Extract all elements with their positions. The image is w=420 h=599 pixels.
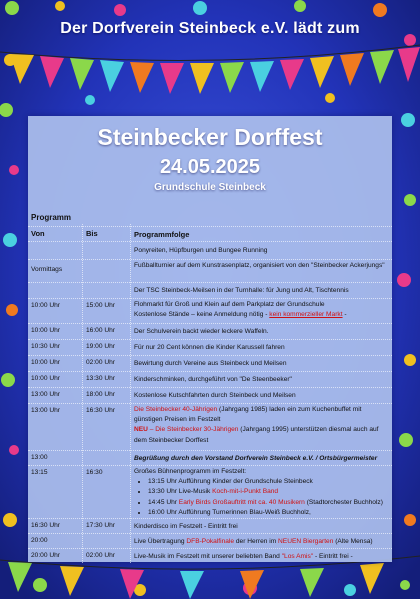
- table-row: Vormittags Fußballturnier auf dem Kunstrasenplatz, organisiert von den "Steinbecker Ackerjungs": [28, 259, 392, 282]
- column-header-to: Bis: [86, 229, 98, 238]
- table-row: 13:00 Uhr 16:30 Uhr Die Steinbecker 40-Jährigen (Jahrgang 1985) laden ein zum Kuchenbuffet mit günstigen Preisen im Festzelt NEU – Die Steinbecker 30-Jährigen (Jahrgang 1995) unterstützen diesmal auch auf dem Steinbecker Dorffest: [28, 403, 392, 450]
- table-row: 10:00 Uhr 13:30 Uhr Kinderschminken, durchgeführt von "De Steenbeeker": [28, 371, 392, 387]
- table-row: Der TSC Steinbeck-Meilsen in der Turnhalle: für Jung und Alt, Tischtennis: [28, 282, 392, 298]
- table-row: 13:00 Begrüßung durch den Vorstand Dorfverein Steinbeck e.V. / Ortsbürgermeister: [28, 450, 392, 465]
- list-item: • 13:15 Uhr Aufführung Kinder der Grundschule Steinbeck: [148, 477, 388, 487]
- program-panel: [28, 116, 392, 562]
- table-row: 20:00 Live Übertragung DFB-Pokalfinale der Herren im NEUEN Biergarten (Alte Mensa): [28, 533, 392, 548]
- event-venue: Grundschule Steinbeck: [154, 182, 266, 193]
- stage-program-list: [134, 477, 388, 518]
- list-item: • 13:30 Uhr Live-Musik Koch-mit-i-Punkt Band: [148, 487, 388, 497]
- table-row: 10:00 Uhr 02:00 Uhr Bewirtung durch Vereine aus Steinbeck und Meilsen: [28, 355, 392, 371]
- program-table: [28, 210, 392, 563]
- table-row: 10:00 Uhr 15:00 Uhr Flohmarkt für Groß und Klein auf dem Parkplatz der Grundschule Kostenlose Stände – keine Anmeldung nötig - kein kommerzieller Markt -: [28, 298, 392, 323]
- table-row: Ponyreiten, Hüpfburgen und Bungee Running: [28, 241, 392, 259]
- table-row: 10:00 Uhr 16:00 Uhr Der Schulverein backt wieder leckere Waffeln.: [28, 323, 392, 339]
- column-header-sequence: Programmfolge: [134, 230, 190, 239]
- table-row: 13:00 Uhr 18:00 Uhr Kostenlose Kutschfahrten durch Steinbeck und Meilsen: [28, 387, 392, 403]
- non-commercial-note: kein kommerzieller Markt: [269, 311, 343, 319]
- table-row: 20:00 Uhr 02:00 Uhr Live-Musik im Festzelt mit unserer beliebten Band "Los Amis" - Eintritt frei -: [28, 548, 392, 563]
- column-header-from: Von: [31, 229, 45, 238]
- event-date: 24.05.2025: [159, 156, 261, 178]
- table-row: 13:15 16:30 Großes Bühnenprogramm im Festzelt: • 13:15 Uhr Aufführung Kinder der Grundschule Steinbeck • 13:30 Uhr Live-Musik Koch-mit-i-Punkt Band • 14:45 Uhr Early Birds Großauftritt mit ca. 40 Musikern (Stadtorchester Buchholz) • 16:00 Uhr Aufführung Turnerinnen Blau-Weiß Buchholz,: [28, 465, 392, 518]
- event-title: Steinbecker Dorffest: [97, 124, 323, 150]
- column-divider: [130, 224, 131, 563]
- invitation-header: Der Dorfverein Steinbeck e.V. lädt zum: [60, 20, 360, 37]
- program-heading: Programm: [31, 213, 72, 222]
- list-item: • 16:00 Uhr Aufführung Turnerinnen Blau-Weiß Buchholz,: [148, 508, 388, 518]
- table-row: 16:30 Uhr 17:30 Uhr Kinderdisco im Festzelt - Eintritt frei: [28, 518, 392, 533]
- list-item: • 14:45 Uhr Early Birds Großauftritt mit ca. 40 Musikern (Stadtorchester Buchholz): [148, 498, 388, 508]
- column-divider: [82, 224, 83, 563]
- table-row: 10:30 Uhr 19:00 Uhr Für nur 20 Cent können die Kinder Karussell fahren: [28, 339, 392, 355]
